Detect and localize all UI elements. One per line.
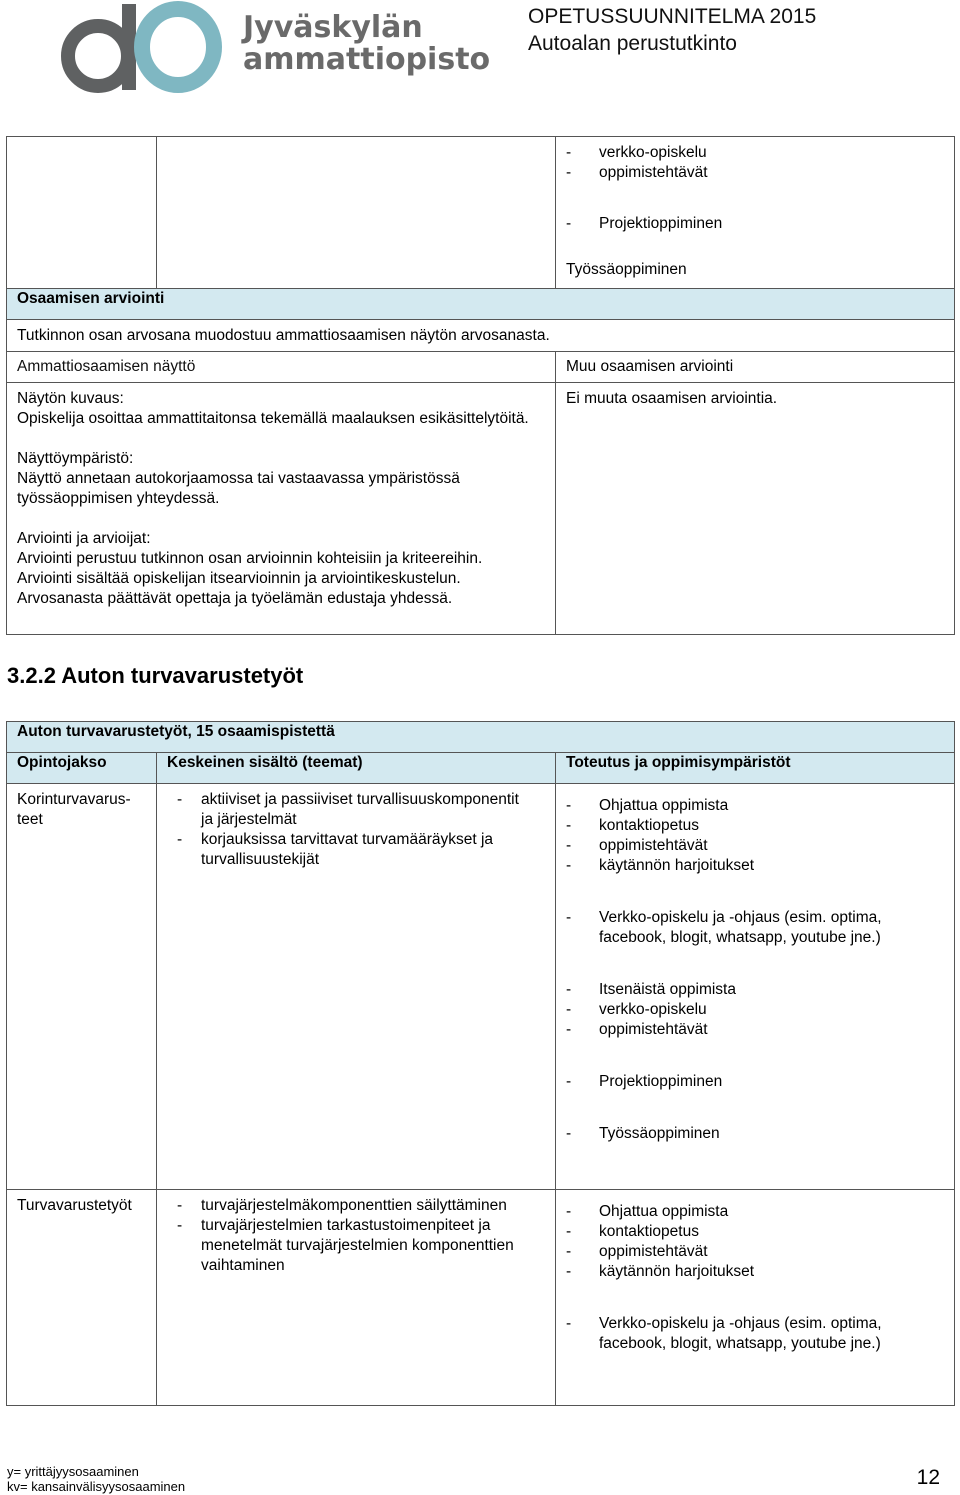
assessment-table [6, 136, 955, 635]
document-subtitle: Autoalan perustutkinto [528, 32, 737, 55]
list-item: - Projektioppiminen [566, 1073, 723, 1090]
list-item: - käytännön harjoitukset [566, 1263, 755, 1280]
list-item: - oppimistehtävät [566, 1243, 708, 1260]
row-implementation [556, 784, 955, 1190]
list-item: - oppimistehtävät [566, 1021, 708, 1038]
top-right-cell [556, 137, 955, 289]
document-title: OPETUSSUUNNITELMA 2015 [528, 5, 817, 28]
arviointi-label: Arviointi ja arvioijat: [17, 530, 151, 547]
nayton-kuvaus-text: Opiskelija osoittaa ammattitaitonsa tekemällä maalauksen esikäsittelytöitä. [17, 410, 529, 427]
list-item: - kontaktiopetus [566, 1223, 699, 1240]
course-title: Auton turvavarustetyöt, 15 osaamispistettä [7, 722, 955, 753]
footer-line-1: y= yrittäjyysosaaminen [7, 1464, 139, 1479]
list-item: - aktiiviset ja passiiviset turvallisuuskomponentit ja järjestelmät [177, 791, 519, 828]
row-implementation [556, 1190, 955, 1406]
list-item: - turvajärjestelmien tarkastustoimenpiteet ja menetelmät turvajärjestelmien komponenttien vaihtaminen [177, 1217, 514, 1274]
column-header-toteutus: Toteutus ja oppimisympäristöt [556, 753, 955, 784]
arviointi-text-3: Arvosanasta päättävät opettaja ja työelämän edustaja yhdessä. [17, 590, 453, 607]
column-header-sisalto: Keskeinen sisältö (teemat) [157, 753, 556, 784]
nayttoymparisto-label: Näyttöympäristö: [17, 450, 134, 467]
naytto-heading: Ammattiosaamisen näyttö [7, 352, 556, 383]
muu-arviointi-heading: Muu osaamisen arviointi [556, 352, 955, 383]
footer [7, 1464, 185, 1494]
list-item: - oppimistehtävät [566, 837, 708, 854]
table-row [7, 1190, 955, 1406]
list-item: - oppimistehtävät [566, 164, 708, 181]
list-item: - käytännön harjoitukset [566, 857, 755, 874]
table-row [7, 784, 955, 1190]
list-item: - Verkko-opiskelu ja -ohjaus (esim. optima, facebook, blogit, whatsapp, youtube jne.) [566, 909, 882, 946]
arviointi-text-2: Arviointi sisältää opiskelijan itsearvioinnin ja arviointikeskustelun. [17, 570, 461, 587]
arviointi-text-1: Arviointi perustuu tutkinnon osan arvioinnin kohteisiin ja kriteereihin. [17, 550, 483, 567]
grade-note: Tutkinnon osan arvosana muodostuu ammattiosaamisen näytön arvosanasta. [7, 320, 955, 352]
list-item: - Itsenäistä oppimista [566, 981, 736, 998]
logo-line2: ammattiopisto [243, 42, 491, 77]
row-name: Korinturvavarus- teet [7, 784, 157, 1190]
nayton-kuvaus-label: Näytön kuvaus: [17, 390, 124, 407]
row-content [157, 784, 556, 1190]
list-item: - Ohjattua oppimista [566, 797, 729, 814]
naytto-cell [7, 383, 556, 635]
row-content [157, 1190, 556, 1406]
logo-mark [50, 0, 230, 96]
footer-line-2: kv= kansainvälisyysosaaminen [7, 1479, 186, 1494]
list-item: - Ohjattua oppimista [566, 1203, 729, 1220]
list-item: - Työssäoppiminen [566, 1125, 720, 1142]
course-table [6, 721, 955, 1406]
osaamisen-arviointi-heading: Osaamisen arviointi [7, 289, 955, 320]
list-item: - turvajärjestelmäkomponenttien säilyttäminen [177, 1197, 507, 1214]
column-header-opintojakso: Opintojakso [7, 753, 157, 784]
list-item: - verkko-opiskelu [566, 144, 707, 161]
list-item: - verkko-opiskelu [566, 1001, 707, 1018]
muu-arviointi-text: Ei muuta osaamisen arviointia. [556, 383, 955, 635]
section-title: 3.2.2 Auton turvavarustetyöt [7, 663, 304, 688]
list-item: - kontaktiopetus [566, 817, 699, 834]
nayttoymparisto-text: Näyttö annetaan autokorjaamossa tai vastaavassa ympäristössä työssäoppimisen yhteydessä. [17, 470, 460, 507]
trailing-text: Työssäoppiminen [566, 261, 687, 278]
list-item: - korjauksissa tarvittavat turvamääräykset ja turvallisuustekijät [177, 831, 494, 868]
list-item: - Verkko-opiskelu ja -ohjaus (esim. optima, facebook, blogit, whatsapp, youtube jne.) [566, 1315, 882, 1352]
row-name: Turvavarustetyöt [7, 1190, 157, 1406]
list-item: - Projektioppiminen [566, 215, 723, 232]
page-number: 12 [916, 1466, 940, 1489]
logo-line1: Jyväskylän [243, 10, 423, 45]
